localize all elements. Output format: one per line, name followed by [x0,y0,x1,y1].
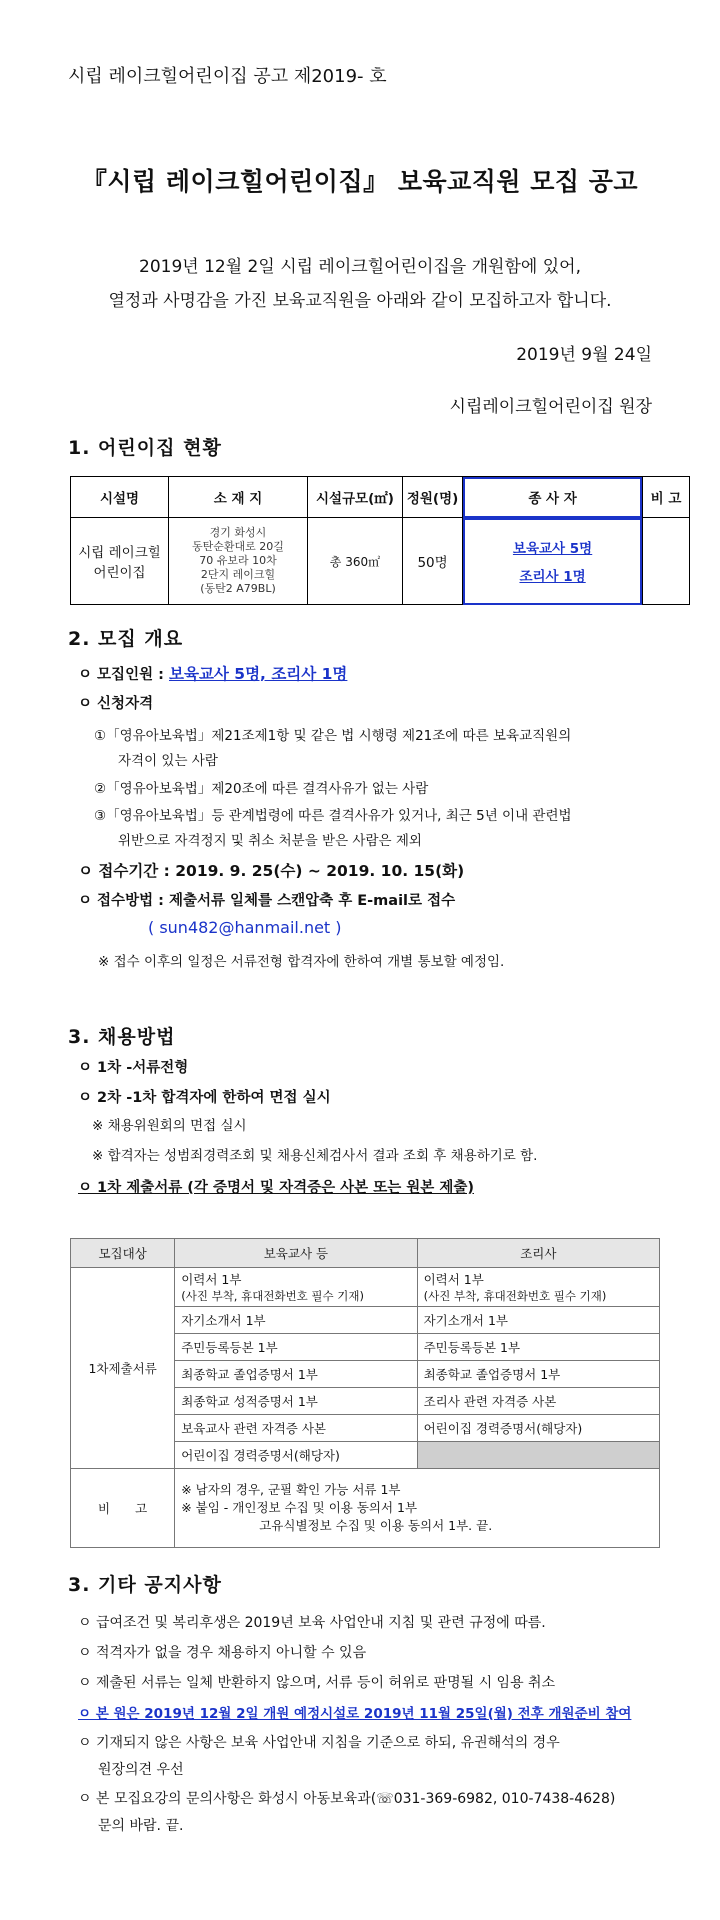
page-title: 『시립 레이크힐어린이집』 보육교직원 모집 공고 [81,167,639,196]
notice-5: ㅇ 기재되지 않은 사항은 보육 사업안내 지침을 기준으로 하되, 유권해석의 경우 [78,1735,560,1751]
qualification-3-cont: 위반으로 자격정지 및 취소 처분을 받은 사람은 제외 [118,833,422,849]
step-note-2: ※ 합격자는 성범죄경력조회 및 채용신체검사서 결과 조회 후 채용하기로 함. [92,1148,538,1164]
step-2: ㅇ 2차 -1차 합격자에 한하여 면접 실시 [78,1090,331,1106]
remark-line: ※ 남자의 경우, 군필 확인 가능 서류 1부 [181,1482,401,1497]
facility-name [71,518,169,605]
docs-label: ㅇ 1차 제출서류 (각 증명서 및 자격증은 사본 또는 원본 제출) [78,1180,474,1196]
notice-3: ㅇ 제출된 서류는 일체 반환하지 않으며, 서류 등이 허위로 판명될 시 임용 취소 [78,1675,556,1691]
staff-teacher: 보육교사 5명 [512,541,593,557]
intro-line-2: 열정과 사명감을 가진 보육교직원을 아래와 같이 모집하고자 합니다. [108,291,612,311]
th-teacher: 보육교사 등 [175,1239,417,1268]
table-row: 주민등록등본 1부 [175,1334,417,1361]
remark-line: 고유식별정보 수집 및 이용 동의서 1부. 끝. [259,1518,493,1533]
address-line: (동탄2 A79BL) [200,582,276,595]
status-table [70,476,690,605]
notice-5-cont: 원장의견 우선 [98,1762,184,1778]
th-staff: 종 사 자 [463,477,643,518]
facility-size: 총 360㎡ [307,518,402,605]
qualification-1: ①「영유아보육법」제21조제1항 및 같은 법 시행령 제21조에 따른 보육교직원의 [94,728,572,744]
notice-1: ㅇ 급여조건 및 복리후생은 2019년 보육 사업안내 지침 및 관련 규정에 따름. [78,1615,546,1631]
address-line: 70 유보라 10차 [199,554,277,567]
th-target: 모집대상 [71,1239,175,1268]
table-row [417,1268,659,1307]
address-line: 경기 화성시 [209,526,267,539]
section-4-heading: 3. 기타 공지사항 [68,1574,222,1596]
table-row: 최종학교 졸업증명서 1부 [417,1361,659,1388]
table-row: 최종학교 성적증명서 1부 [175,1388,417,1415]
remark-content [175,1469,660,1548]
section-3-heading: 3. 채용방법 [68,1026,176,1048]
application-period: ㅇ 접수기간 : 2019. 9. 25(수) ~ 2019. 10. 15(화) [78,862,465,880]
qualification-label: ㅇ 신청자격 [78,696,154,712]
th-name: 시설명 [71,477,169,518]
step-1: ㅇ 1차 -서류전형 [78,1060,189,1076]
address-line: 2단지 레이크힐 [200,568,276,581]
notice-number: 시립 레이크힐어린이집 공고 제2019- 호 [68,66,387,87]
doc-item: 이력서 1부 [423,1272,484,1287]
application-note: ※ 접수 이후의 일정은 서류전형 합격자에 한하여 개별 통보할 예정임. [98,954,505,970]
recruit-count [78,662,347,684]
recruit-label: ㅇ 모집인원 : [78,667,164,683]
notice-6: ㅇ 본 모집요강의 문의사항은 화성시 아동보육과(☏031-369-6982, 010-7438-4628) [78,1791,616,1807]
table-row: 어린이집 경력증명서(해당자) [175,1442,417,1469]
table-row-empty [417,1442,659,1469]
facility-name-line: 어린이집 [93,565,146,581]
facility-remark [642,518,689,605]
address-line: 동탄순환대로 20길 [192,540,284,553]
table-row: 자기소개서 1부 [175,1307,417,1334]
facility-name-line: 시립 레이크힐 [78,545,161,561]
table-row: 자기소개서 1부 [417,1307,659,1334]
facility-capacity: 50명 [402,518,462,605]
staff-cook: 조리사 1명 [519,569,586,585]
recruit-value: 보육교사 5명, 조리사 1명 [169,665,348,683]
doc-item-detail: (사진 부착, 휴대전화번호 필수 기재) [181,1289,365,1303]
doc-item-detail: (사진 부착, 휴대전화번호 필수 기재) [423,1289,607,1303]
remark-label: 비 고 [71,1469,175,1548]
intro-line-1: 2019년 12월 2일 시립 레이크힐어린이집을 개원함에 있어, [139,257,581,277]
table-row: 조리사 관련 자격증 사본 [417,1388,659,1415]
step-note-1: ※ 채용위원회의 면접 실시 [92,1118,247,1134]
th-address: 소 재 지 [169,477,308,518]
facility-address [169,518,308,605]
table-row [175,1268,417,1307]
table-row: 주민등록등본 1부 [417,1334,659,1361]
qualification-1-cont: 자격이 있는 사람 [118,753,218,769]
facility-staff [463,518,643,605]
table-row: 어린이집 경력증명서(해당자) [417,1415,659,1442]
doc-item: 이력서 1부 [181,1272,242,1287]
table-row: 최종학교 졸업증명서 1부 [175,1361,417,1388]
notice-2: ㅇ 적격자가 없을 경우 채용하지 아니할 수 있음 [78,1645,367,1661]
th-capacity: 정원(명) [402,477,462,518]
signature: 시립레이크힐어린이집 원장 [449,397,652,417]
docs-category: 1차제출서류 [71,1268,175,1469]
th-remark: 비 고 [642,477,689,518]
qualification-3: ③「영유아보육법」등 관계법령에 따른 결격사유가 있거나, 최근 5년 이내 관련법 [94,808,572,824]
remark-line: ※ 붙임 - 개인정보 수집 및 이용 동의서 1부 [181,1500,418,1515]
application-email: ( sun482@hanmail.net ) [148,918,342,937]
section-1-heading: 1. 어린이집 현황 [68,437,222,459]
notice-4: ㅇ 본 원은 2019년 12월 2일 개원 예정시설로 2019년 11월 25일(월) 전후 개원준비 참여 [78,1706,632,1722]
section-2-heading: 2. 모집 개요 [68,628,184,650]
th-size: 시설규모(㎡) [307,477,402,518]
table-row: 보육교사 관련 자격증 사본 [175,1415,417,1442]
documents-table [70,1238,660,1548]
application-method: ㅇ 접수방법 : 제출서류 일체를 스캔압축 후 E-mail로 접수 [78,893,456,909]
qualification-2: ②「영유아보육법」제20조에 따른 결격사유가 없는 사람 [94,781,429,797]
notice-6-cont: 문의 바람. 끝. [98,1818,184,1834]
notice-date: 2019년 9월 24일 [516,345,652,365]
th-cook: 조리사 [417,1239,659,1268]
